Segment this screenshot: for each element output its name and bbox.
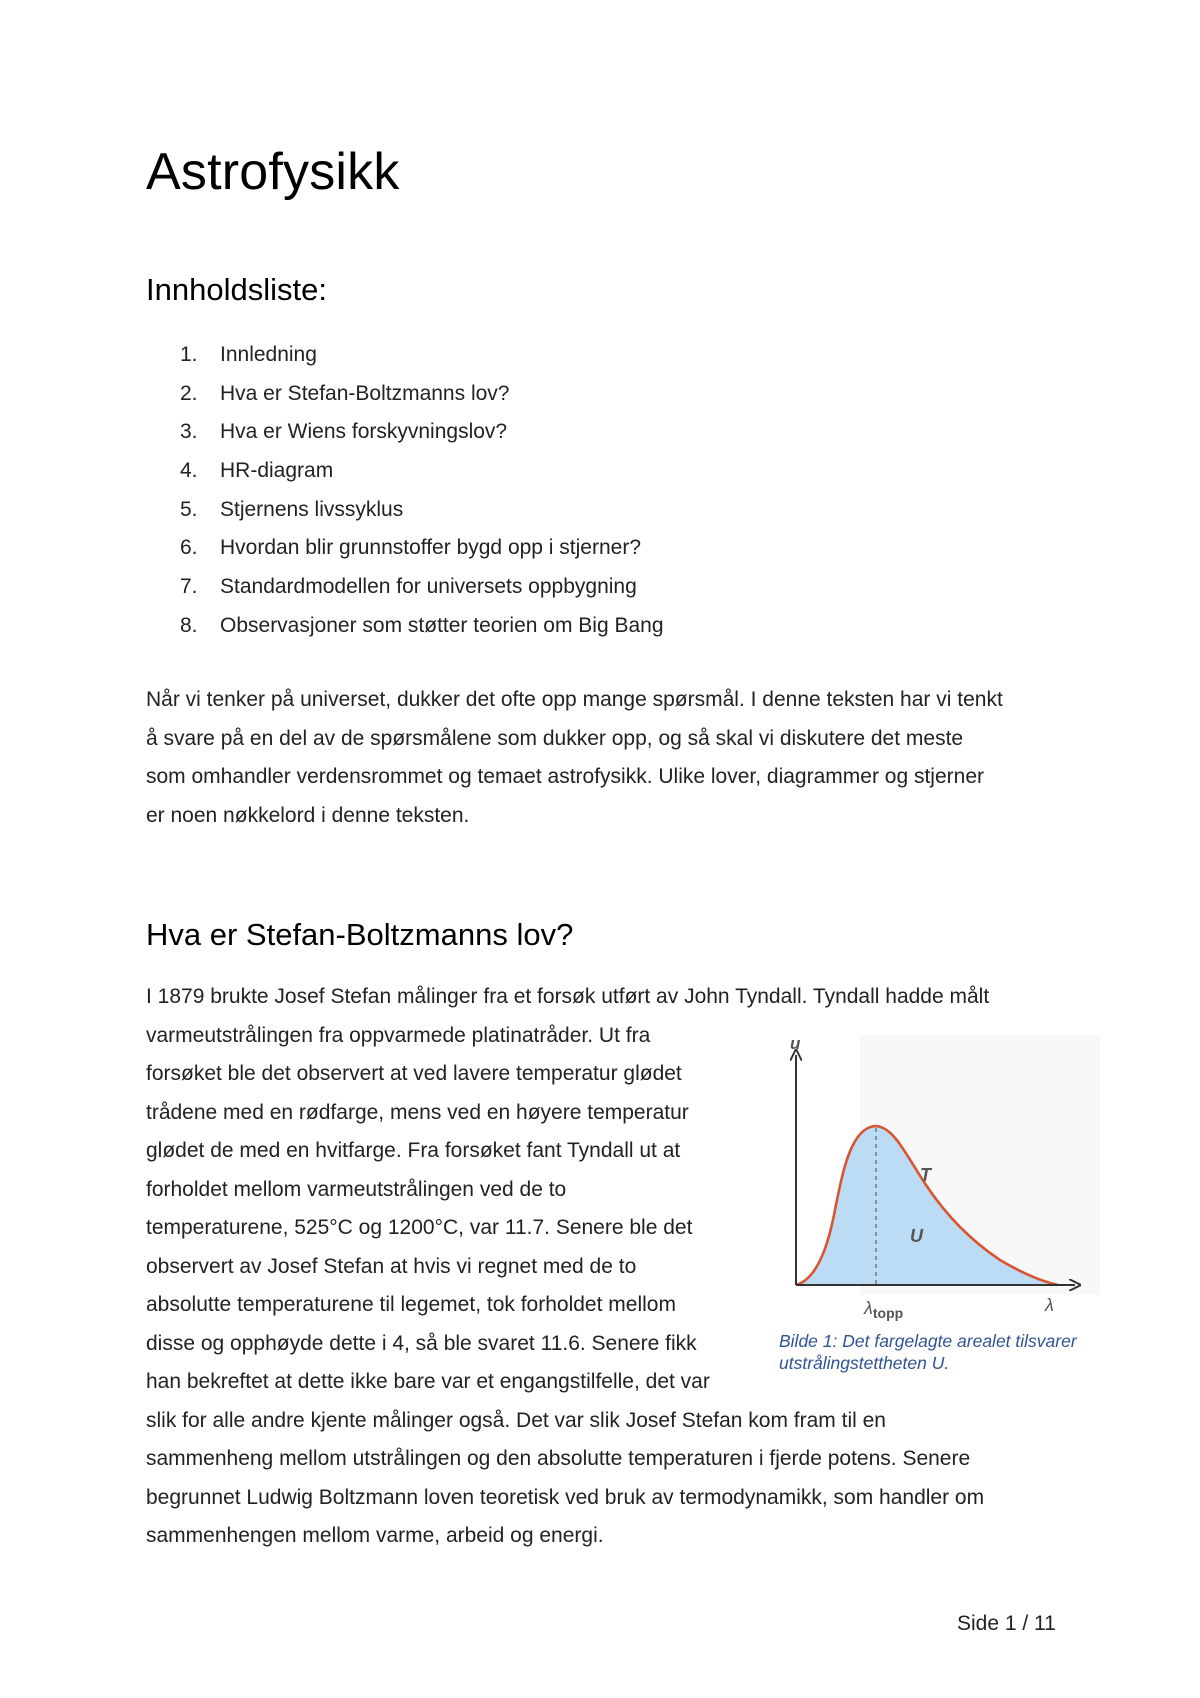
page-number: Side 1 / 11: [957, 1612, 1056, 1635]
toc-item-text: Stjernens livssyklus: [220, 497, 404, 521]
body-line: sammenheng mellom utstrålingen og den absolutte temperaturen i fjerde potens. Senere: [146, 1447, 971, 1470]
body-line: disse og opphøyde dette i 4, så ble svaret 11.6. Senere fikk: [146, 1332, 697, 1355]
x-axis-label: λ: [1045, 1295, 1054, 1315]
figure-caption: [779, 1330, 1109, 1374]
toc-item-number: 4.: [180, 459, 198, 483]
planck-curve-figure: [770, 1035, 1100, 1335]
toc-item: [180, 570, 664, 609]
toc-item: [180, 531, 664, 570]
toc-item-text: Hvordan blir grunnstoffer bygd opp i stjerner?: [220, 536, 642, 560]
peak-label-lambda: λ: [864, 1298, 873, 1318]
body-line: han bekreftet at dette ikke bare var et engangstilfelle, det var: [146, 1370, 710, 1393]
table-of-contents: [180, 338, 664, 648]
toc-item-number: 1.: [180, 343, 198, 366]
intro-line: som omhandler verdensrommet og temaet astrofysikk. Ulike lover, diagrammer og stjerner: [146, 765, 984, 788]
body-line: forholdet mellom varmeutstrålingen ved de to: [146, 1178, 567, 1201]
toc-item-text: Hva er Wiens forskyvningslov?: [220, 420, 508, 444]
toc-item-number: 3.: [180, 420, 198, 444]
body-line: temperaturene, 525°C og 1200°C, var 11.7. Senere ble det: [146, 1216, 693, 1239]
toc-item: [180, 415, 664, 454]
toc-item-number: 5.: [180, 497, 198, 521]
toc-item: [180, 377, 664, 416]
body-line: varmeutstrålingen fra oppvarmede platinatråder. Ut fra: [146, 1024, 651, 1047]
toc-item: [180, 454, 664, 493]
body-line: begrunnet Ludwig Boltzmann loven teoretisk ved bruk av termodynamikk, som handler om: [146, 1486, 985, 1509]
toc-item-text: Hva er Stefan-Boltzmanns lov?: [220, 381, 510, 405]
peak-wavelength-label: [863, 1298, 903, 1321]
toc-item-text: HR-diagram: [220, 459, 334, 483]
intro-line: er noen nøkkelord i denne teksten.: [146, 804, 470, 827]
toc-item-number: 8.: [180, 613, 198, 637]
temperature-label: T: [920, 1165, 931, 1185]
toc-item: [180, 609, 664, 648]
intro-line: å svare på en del av de spørsmålene som dukker opp, og så skal vi diskutere det meste: [146, 727, 964, 750]
document-title: Astrofysikk: [146, 143, 400, 201]
caption-line: Bilde 1: Det fargelagte arealet tilsvarer: [779, 1331, 1077, 1351]
section-heading: Hva er Stefan-Boltzmanns lov?: [146, 917, 574, 952]
toc-item-number: 2.: [180, 381, 198, 405]
toc-item-number: 7.: [180, 575, 198, 599]
body-line: I 1879 brukte Josef Stefan målinger fra et forsøk utført av John Tyndall. Tyndall hadde målt: [146, 985, 990, 1008]
body-line: trådene med en rødfarge, mens ved en høyere temperatur: [146, 1101, 689, 1124]
body-line: sammenhengen mellom varme, arbeid og energi.: [146, 1524, 604, 1547]
body-line: observert av Josef Stefan at hvis vi regnet med de to: [146, 1255, 637, 1278]
body-line: forsøket ble det observert at ved lavere temperatur glødet: [146, 1062, 682, 1085]
caption-line: utstrålingstettheten U.: [779, 1353, 950, 1373]
toc-item-text: Innledning: [220, 343, 317, 366]
peak-label-subscript: topp: [872, 1305, 904, 1321]
toc-heading: Innholdsliste:: [146, 272, 327, 307]
toc-item: [180, 338, 664, 377]
body-line: absolutte temperaturene til legemet, tok forholdet mellom: [146, 1293, 676, 1316]
area-label: U: [910, 1226, 923, 1246]
body-line: slik for alle andre kjente målinger også. Det var slik Josef Stefan kom fram til en: [146, 1409, 886, 1432]
y-axis-label: u: [790, 1035, 801, 1053]
body-line: glødet de med en hvitfarge. Fra forsøket fant Tyndall ut at: [146, 1139, 681, 1162]
toc-item-number: 6.: [180, 536, 198, 560]
toc-item-text: Observasjoner som støtter teorien om Big Bang: [220, 613, 664, 637]
toc-item: [180, 493, 664, 532]
intro-line: Når vi tenker på universet, dukker det ofte opp mange spørsmål. I denne teksten har vi tenkt: [146, 688, 1003, 711]
toc-item-text: Standardmodellen for universets oppbygning: [220, 575, 637, 599]
